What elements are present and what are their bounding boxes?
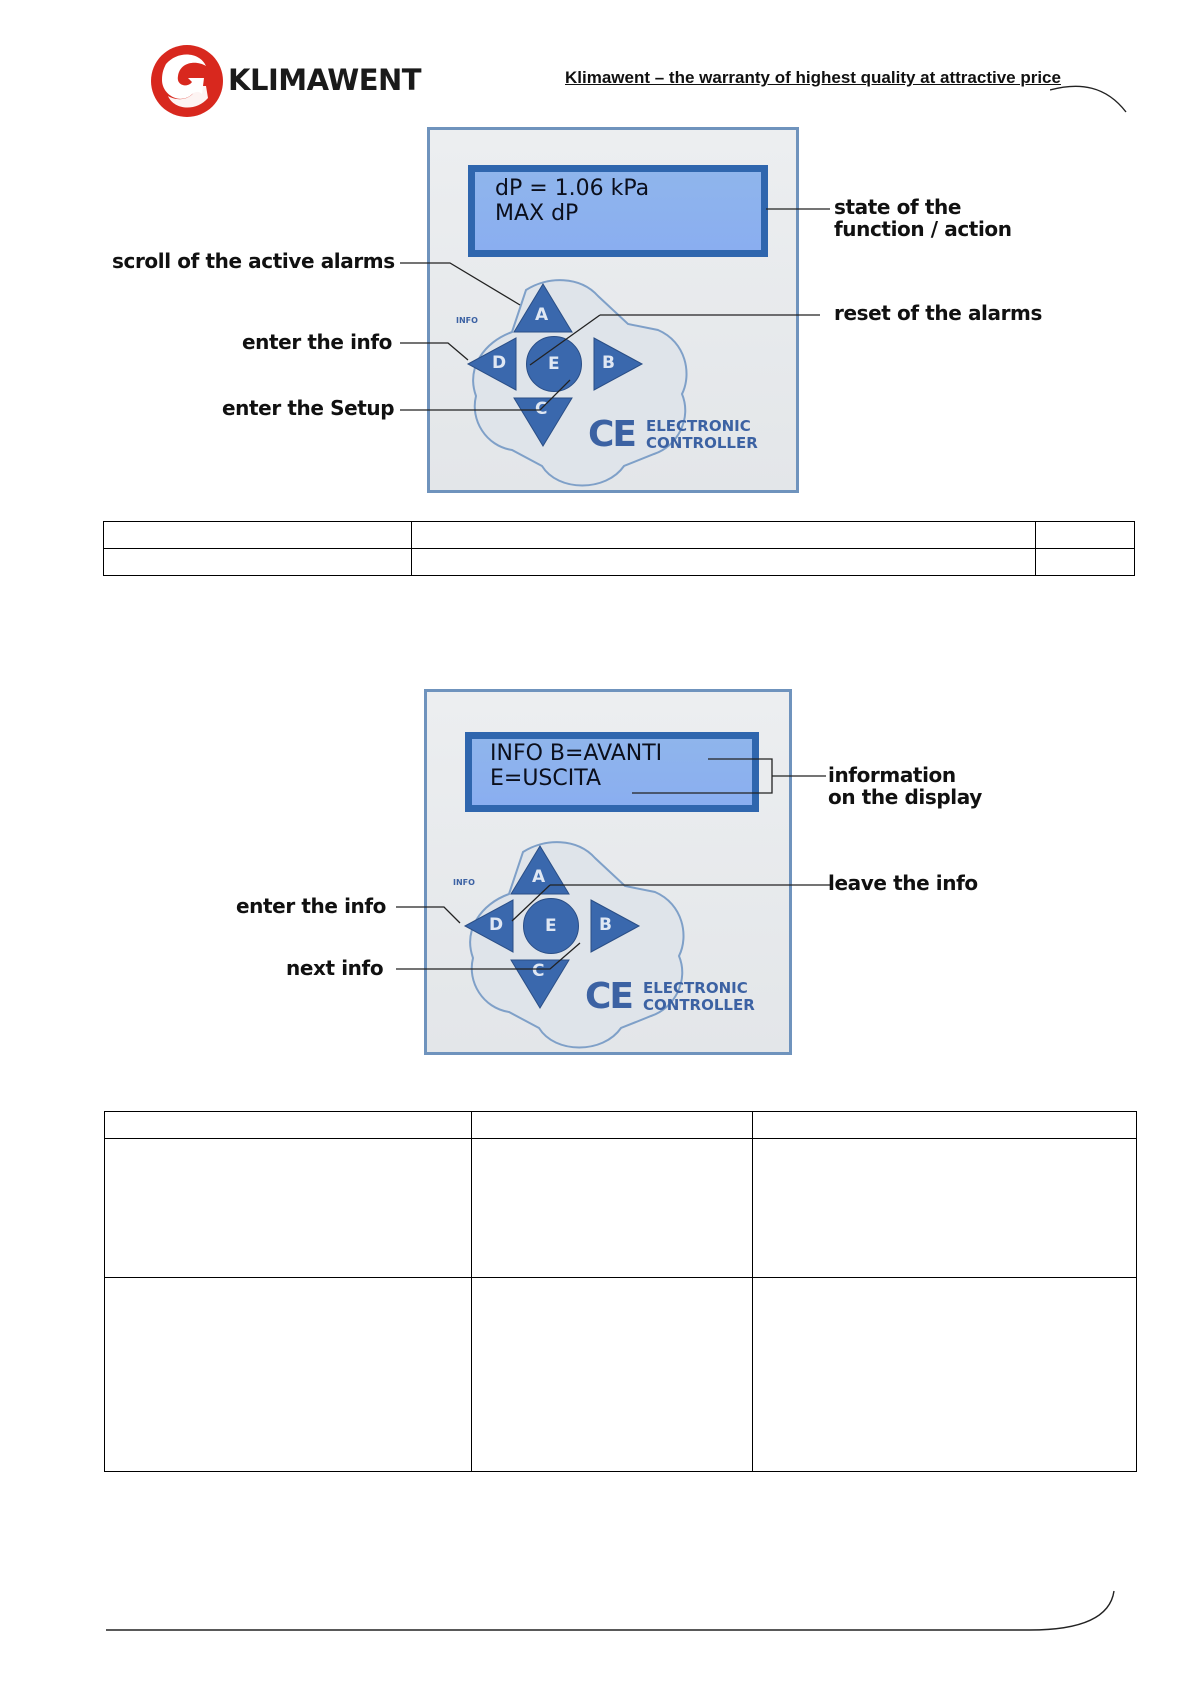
ce-mark: CE — [588, 414, 636, 455]
button-c-label: C — [532, 961, 545, 981]
display-line-2: E=USCITA — [490, 766, 602, 791]
ce-line-controller: CONTROLLER — [646, 434, 758, 452]
annotation-enter-info: enter the info — [242, 330, 393, 354]
figure-controller-info — [100, 685, 1080, 1055]
annotation-reset-alarms: reset of the alarms — [834, 301, 1043, 325]
display-line-2: MAX dP — [495, 201, 579, 226]
table-row — [104, 549, 1135, 576]
info-small-label: INFO — [453, 878, 475, 887]
klimawent-logo-icon — [148, 42, 226, 120]
table-cell — [105, 1112, 472, 1139]
table-row — [105, 1112, 1137, 1139]
table-row — [104, 522, 1135, 549]
table-cell — [472, 1112, 753, 1139]
company-logo-text: KLIMAWENT — [228, 63, 422, 97]
button-e-label: E — [545, 916, 557, 936]
annotation-leader-lines — [100, 685, 1080, 1055]
footer-swoosh-line — [100, 1585, 1120, 1635]
table-cell — [104, 522, 412, 549]
button-b-label: B — [602, 353, 615, 373]
annotation-state-line2: function / action — [834, 217, 1012, 241]
table-row — [105, 1278, 1137, 1472]
annotation-state-line1: state of the — [834, 195, 962, 219]
table-cell — [472, 1278, 753, 1472]
button-b-label: B — [599, 915, 612, 935]
button-a-label: A — [532, 867, 546, 887]
header-swoosh-line — [1050, 80, 1130, 116]
table-cell — [412, 549, 1036, 576]
annotation-scroll-alarms: scroll of the active alarms — [112, 249, 395, 273]
table-cell — [753, 1139, 1137, 1278]
button-a-label: A — [535, 305, 549, 325]
figure-controller-main — [100, 125, 1080, 495]
display-line-1: INFO B=AVANTI — [490, 741, 663, 766]
table-1 — [103, 521, 1135, 576]
table-cell — [105, 1278, 472, 1472]
table-cell — [105, 1139, 472, 1278]
annotation-information-line1: information — [828, 763, 956, 787]
display-line-1: dP = 1.06 kPa — [495, 176, 650, 201]
annotation-enter-setup: enter the Setup — [222, 396, 395, 420]
header — [0, 0, 1192, 120]
ce-line-electronic: ELECTRONIC — [646, 417, 751, 435]
ce-line-controller: CONTROLLER — [643, 996, 755, 1014]
table-row — [105, 1139, 1137, 1278]
table-cell — [1036, 522, 1135, 549]
ce-mark: CE — [585, 976, 633, 1017]
table-cell — [753, 1112, 1137, 1139]
button-d-label: D — [489, 915, 504, 935]
annotation-leave-info: leave the info — [828, 871, 978, 895]
button-c-label: C — [535, 399, 548, 419]
annotation-enter-info: enter the info — [236, 894, 387, 918]
button-e-label: E — [548, 354, 560, 374]
header-tagline: Klimawent – the warranty of highest quality at attractive price — [565, 68, 1061, 87]
table-cell — [472, 1139, 753, 1278]
annotation-information-line2: on the display — [828, 785, 982, 809]
table-cell — [104, 549, 412, 576]
table-cell — [753, 1278, 1137, 1472]
table-cell — [1036, 549, 1135, 576]
table-cell — [412, 522, 1036, 549]
ce-line-electronic: ELECTRONIC — [643, 979, 748, 997]
button-d-label: D — [492, 353, 507, 373]
info-small-label: INFO — [456, 316, 478, 325]
table-2 — [104, 1111, 1137, 1472]
annotation-next-info: next info — [286, 956, 384, 980]
